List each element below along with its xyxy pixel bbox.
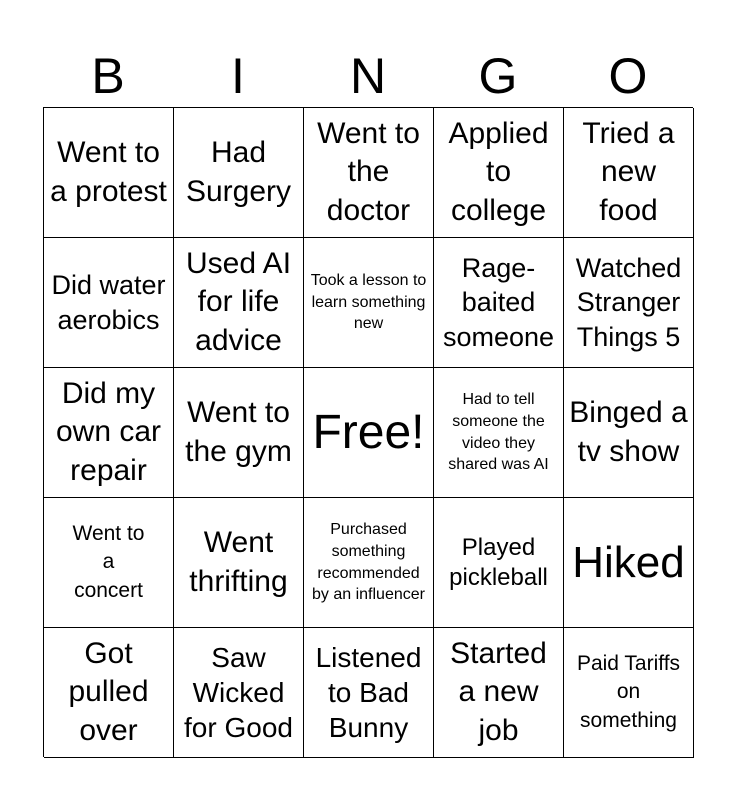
header-letter-i: I xyxy=(231,48,245,104)
cell-text: Binged a tv show xyxy=(569,396,688,468)
free-space-cell[interactable] xyxy=(304,368,434,498)
bingo-cell[interactable] xyxy=(564,238,694,368)
bingo-cell[interactable] xyxy=(44,238,174,368)
bingo-cell[interactable] xyxy=(304,628,434,758)
bingo-cell[interactable] xyxy=(304,498,434,628)
bingo-cell[interactable] xyxy=(174,628,304,758)
cell-text: Went to the doctor xyxy=(317,116,420,227)
bingo-cell[interactable] xyxy=(44,108,174,238)
bingo-cell[interactable] xyxy=(564,368,694,498)
bingo-cell[interactable] xyxy=(174,498,304,628)
cell-text: Played pickleball xyxy=(449,533,548,591)
cell-text: Did water aerobics xyxy=(51,269,166,335)
bingo-cell[interactable] xyxy=(434,108,564,238)
bingo-cell[interactable] xyxy=(174,368,304,498)
header-letter-b: B xyxy=(91,48,125,104)
cell-text: Watched Stranger Things 5 xyxy=(575,252,682,352)
cell-text: Free! xyxy=(312,405,425,459)
cell-text: Did my own car repair xyxy=(55,376,162,487)
bingo-cell[interactable] xyxy=(434,238,564,368)
bingo-header xyxy=(43,45,693,107)
cell-text: Went to a protest xyxy=(50,136,167,208)
cell-text: Started a new job xyxy=(450,636,547,747)
bingo-cell[interactable] xyxy=(564,108,694,238)
bingo-cell[interactable] xyxy=(564,498,694,628)
cell-text: Hiked xyxy=(572,537,685,587)
bingo-cell[interactable] xyxy=(174,238,304,368)
cell-text: Applied to college xyxy=(448,116,549,227)
bingo-cell[interactable] xyxy=(44,628,174,758)
bingo-cell[interactable] xyxy=(44,498,174,628)
bingo-cell[interactable] xyxy=(174,108,304,238)
bingo-grid xyxy=(43,107,693,757)
cell-text: Got pulled over xyxy=(68,636,149,747)
cell-text: Tried a new food xyxy=(582,116,675,227)
cell-text: Rage-baited someone xyxy=(442,252,555,352)
cell-text: Had to tell someone the video they shared was AI xyxy=(448,391,549,474)
bingo-cell[interactable] xyxy=(434,628,564,758)
cell-text: Purchased something recommended by an influencer xyxy=(312,521,425,604)
cell-text: Had Surgery xyxy=(185,136,292,208)
cell-text: Went to the gym xyxy=(185,396,292,468)
bingo-cell[interactable] xyxy=(44,368,174,498)
header-letter-o: O xyxy=(608,48,648,104)
bingo-cell[interactable] xyxy=(304,238,434,368)
bingo-cell[interactable] xyxy=(304,108,434,238)
cell-text: Paid Tariffs on something xyxy=(576,651,681,732)
cell-text: Used AI for life advice xyxy=(185,246,292,357)
bingo-cell[interactable] xyxy=(564,628,694,758)
cell-text: Went thrifting xyxy=(189,526,288,598)
cell-text: Listened to Bad Bunny xyxy=(315,642,422,743)
bingo-cell[interactable] xyxy=(434,368,564,498)
cell-text: Went to a concert xyxy=(72,521,145,602)
bingo-cell[interactable] xyxy=(434,498,564,628)
cell-text: Took a lesson to learn something new xyxy=(310,272,427,333)
header-letter-g: G xyxy=(478,48,518,104)
cell-text: Saw Wicked for Good xyxy=(184,642,293,743)
header-letter-n: N xyxy=(349,48,387,104)
